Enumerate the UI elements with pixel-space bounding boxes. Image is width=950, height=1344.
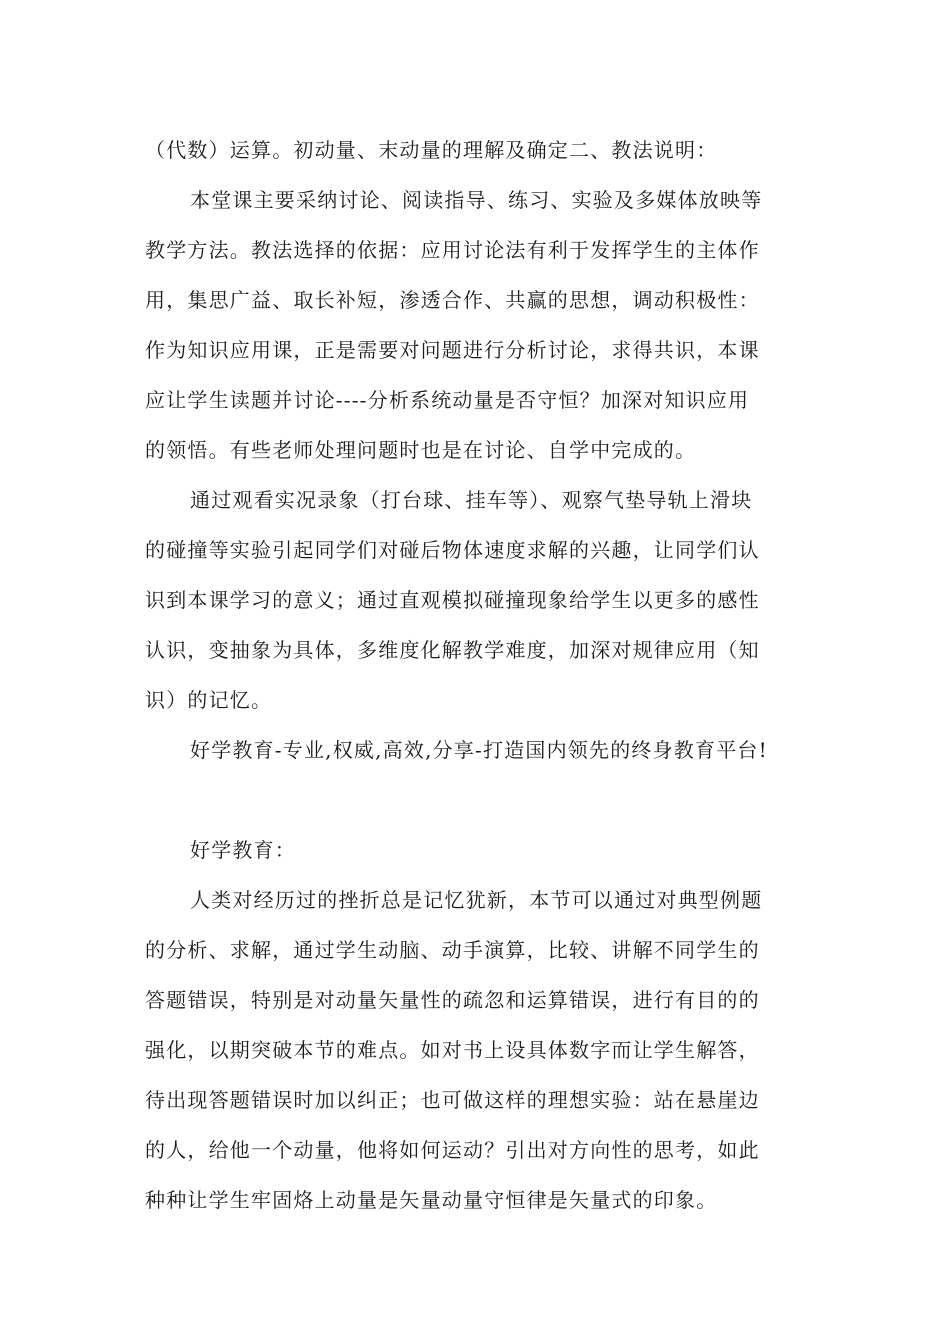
- text-line: 的碰撞等实验引起同学们对碰后物体速度求解的兴趣，让同学们认: [145, 538, 760, 562]
- text-line: 教学方法。教法选择的依据：应用讨论法有利于发挥学生的主体作: [145, 238, 760, 262]
- section-heading: 好学教育：: [190, 838, 296, 862]
- text-line: 本堂课主要采纳讨论、阅读指导、练习、实验及多媒体放映等: [190, 188, 763, 212]
- text-line: 待出现答题错误时加以纠正；也可做这样的理想实验：站在悬崖边: [145, 1088, 760, 1112]
- text-line: 强化，以期突破本节的难点。如对书上设具体数字而让学生解答，: [145, 1038, 760, 1062]
- text-line: 通过观看实况录象（打台球、挂车等）、观察气垫导轨上滑块: [190, 488, 753, 512]
- text-line: 的人，给他一个动量，他将如何运动？引出对方向性的思考，如此: [145, 1138, 760, 1162]
- promo-line: 好学教育-专业,权威,高效,分享-打造国内领先的终身教育平台!: [190, 738, 768, 762]
- text-line: 应让学生读题并讨论----分析系统动量是否守恒？加深对知识应用: [145, 388, 750, 412]
- text-line: 识）的记忆。: [145, 688, 273, 712]
- text-line: 种种让学生牢固烙上动量是矢量动量守恒律是矢量式的印象。: [145, 1188, 718, 1212]
- text-line: 的分析、求解，通过学生动脑、动手演算，比较、讲解不同学生的: [145, 938, 760, 962]
- text-line: 用，集思广益、取长补短，渗透合作、共赢的思想，调动积极性：: [145, 288, 760, 312]
- text-line: 的领悟。有些老师处理问题时也是在讨论、自学中完成的。: [145, 438, 697, 462]
- text-line: （代数）运算。初动量、末动量的理解及确定二、教法说明：: [145, 138, 718, 162]
- text-line: 认识，变抽象为具体，多维度化解教学难度，加深对规律应用（知: [145, 638, 760, 662]
- text-line: 作为知识应用课，正是需要对问题进行分析讨论，求得共识，本课: [145, 338, 760, 362]
- text-line: 人类对经历过的挫折总是记忆犹新，本节可以通过对典型例题: [190, 888, 763, 912]
- text-line: 答题错误，特别是对动量矢量性的疏忽和运算错误，进行有目的的: [145, 988, 760, 1012]
- text-line: 识到本课学习的意义；通过直观模拟碰撞现象给学生以更多的感性: [145, 588, 760, 612]
